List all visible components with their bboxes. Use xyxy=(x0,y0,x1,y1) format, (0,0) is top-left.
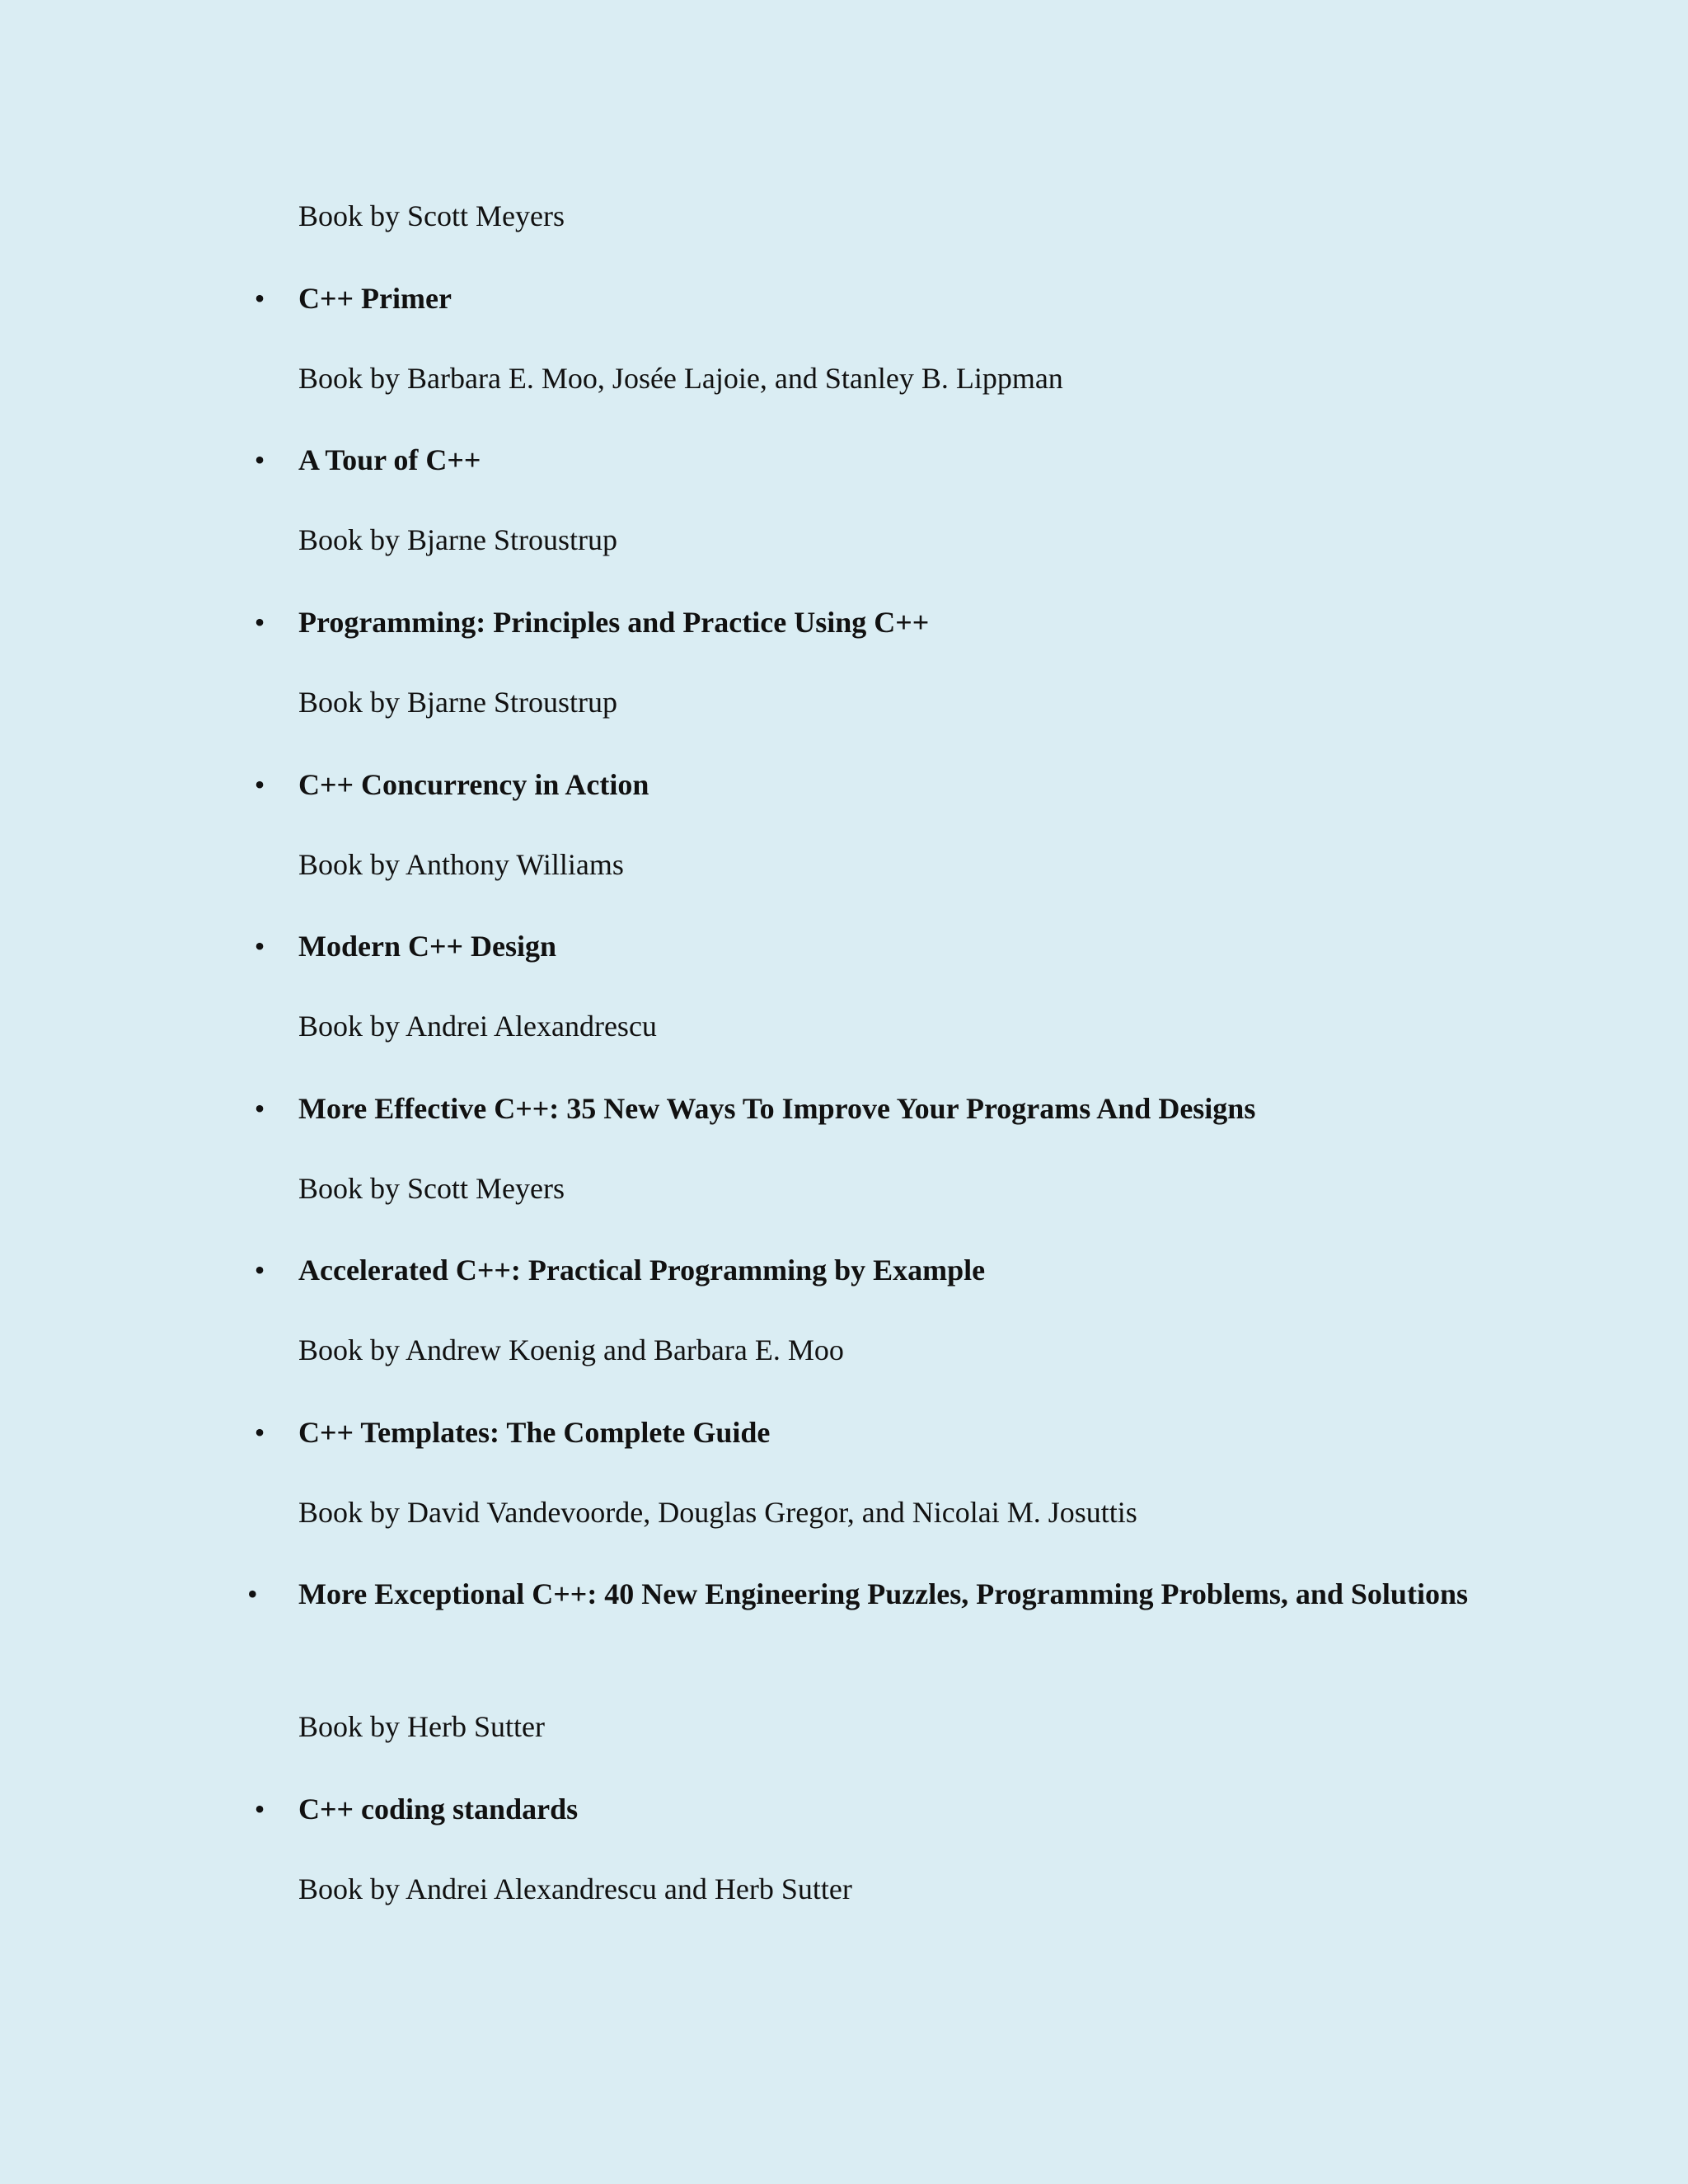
book-author: Book by Barbara E. Moo, Josée Lajoie, and Stanley B. Lippman xyxy=(298,362,1063,395)
bullet-icon: • xyxy=(247,1577,258,1610)
bullet-icon: • xyxy=(254,1254,265,1286)
book-title: Modern C++ Design xyxy=(298,930,557,963)
book-title: Accelerated C++: Practical Programming by Example xyxy=(298,1254,986,1286)
book-title: C++ Concurrency in Action xyxy=(298,768,649,801)
bullet-icon: • xyxy=(254,768,265,801)
book-title-item xyxy=(254,596,1489,649)
book-author: Book by Bjarne Stroustrup xyxy=(298,523,617,556)
book-title: C++ Templates: The Complete Guide xyxy=(298,1416,771,1449)
bullet-icon: • xyxy=(254,1416,265,1449)
book-title-item xyxy=(247,1568,1489,1620)
bullet-icon: • xyxy=(254,282,265,315)
book-title: C++ coding standards xyxy=(298,1793,579,1825)
book-author: Book by Herb Sutter xyxy=(298,1710,545,1743)
book-title-item xyxy=(254,1783,1489,1835)
book-author: Book by David Vandevoorde, Douglas Gregor, and Nicolai M. Josuttis xyxy=(298,1496,1137,1529)
book-title-item xyxy=(254,272,1489,325)
leading-author-line: Book by Scott Meyers xyxy=(298,199,565,232)
bullet-icon: • xyxy=(254,1793,265,1825)
book-author: Book by Andrei Alexandrescu xyxy=(298,1010,657,1043)
bullet-icon: • xyxy=(254,606,265,639)
book-title: A Tour of C++ xyxy=(298,443,481,476)
book-title-item xyxy=(254,758,1489,811)
book-author: Book by Andrew Koenig and Barbara E. Moo xyxy=(298,1333,844,1366)
book-title-item xyxy=(254,1082,1489,1135)
book-title-item xyxy=(254,434,1489,486)
book-title: More Exceptional C++: 40 New Engineering Puzzles, Programming Problems, and Solutions xyxy=(298,1577,1468,1610)
bullet-icon: • xyxy=(254,930,265,963)
book-title: More Effective C++: 35 New Ways To Improve Your Programs And Designs xyxy=(298,1092,1256,1125)
book-author: Book by Scott Meyers xyxy=(298,1172,565,1205)
bullet-icon: • xyxy=(254,443,265,476)
book-title: C++ Primer xyxy=(298,282,452,315)
book-title-item xyxy=(254,1244,1489,1296)
bullet-icon: • xyxy=(254,1092,265,1125)
book-title-item xyxy=(254,920,1489,972)
book-title-item xyxy=(254,1406,1489,1459)
book-author: Book by Anthony Williams xyxy=(298,848,624,881)
book-title: Programming: Principles and Practice Using C++ xyxy=(298,606,930,639)
book-author: Book by Bjarne Stroustrup xyxy=(298,686,617,719)
book-author: Book by Andrei Alexandrescu and Herb Sutter xyxy=(298,1872,852,1905)
